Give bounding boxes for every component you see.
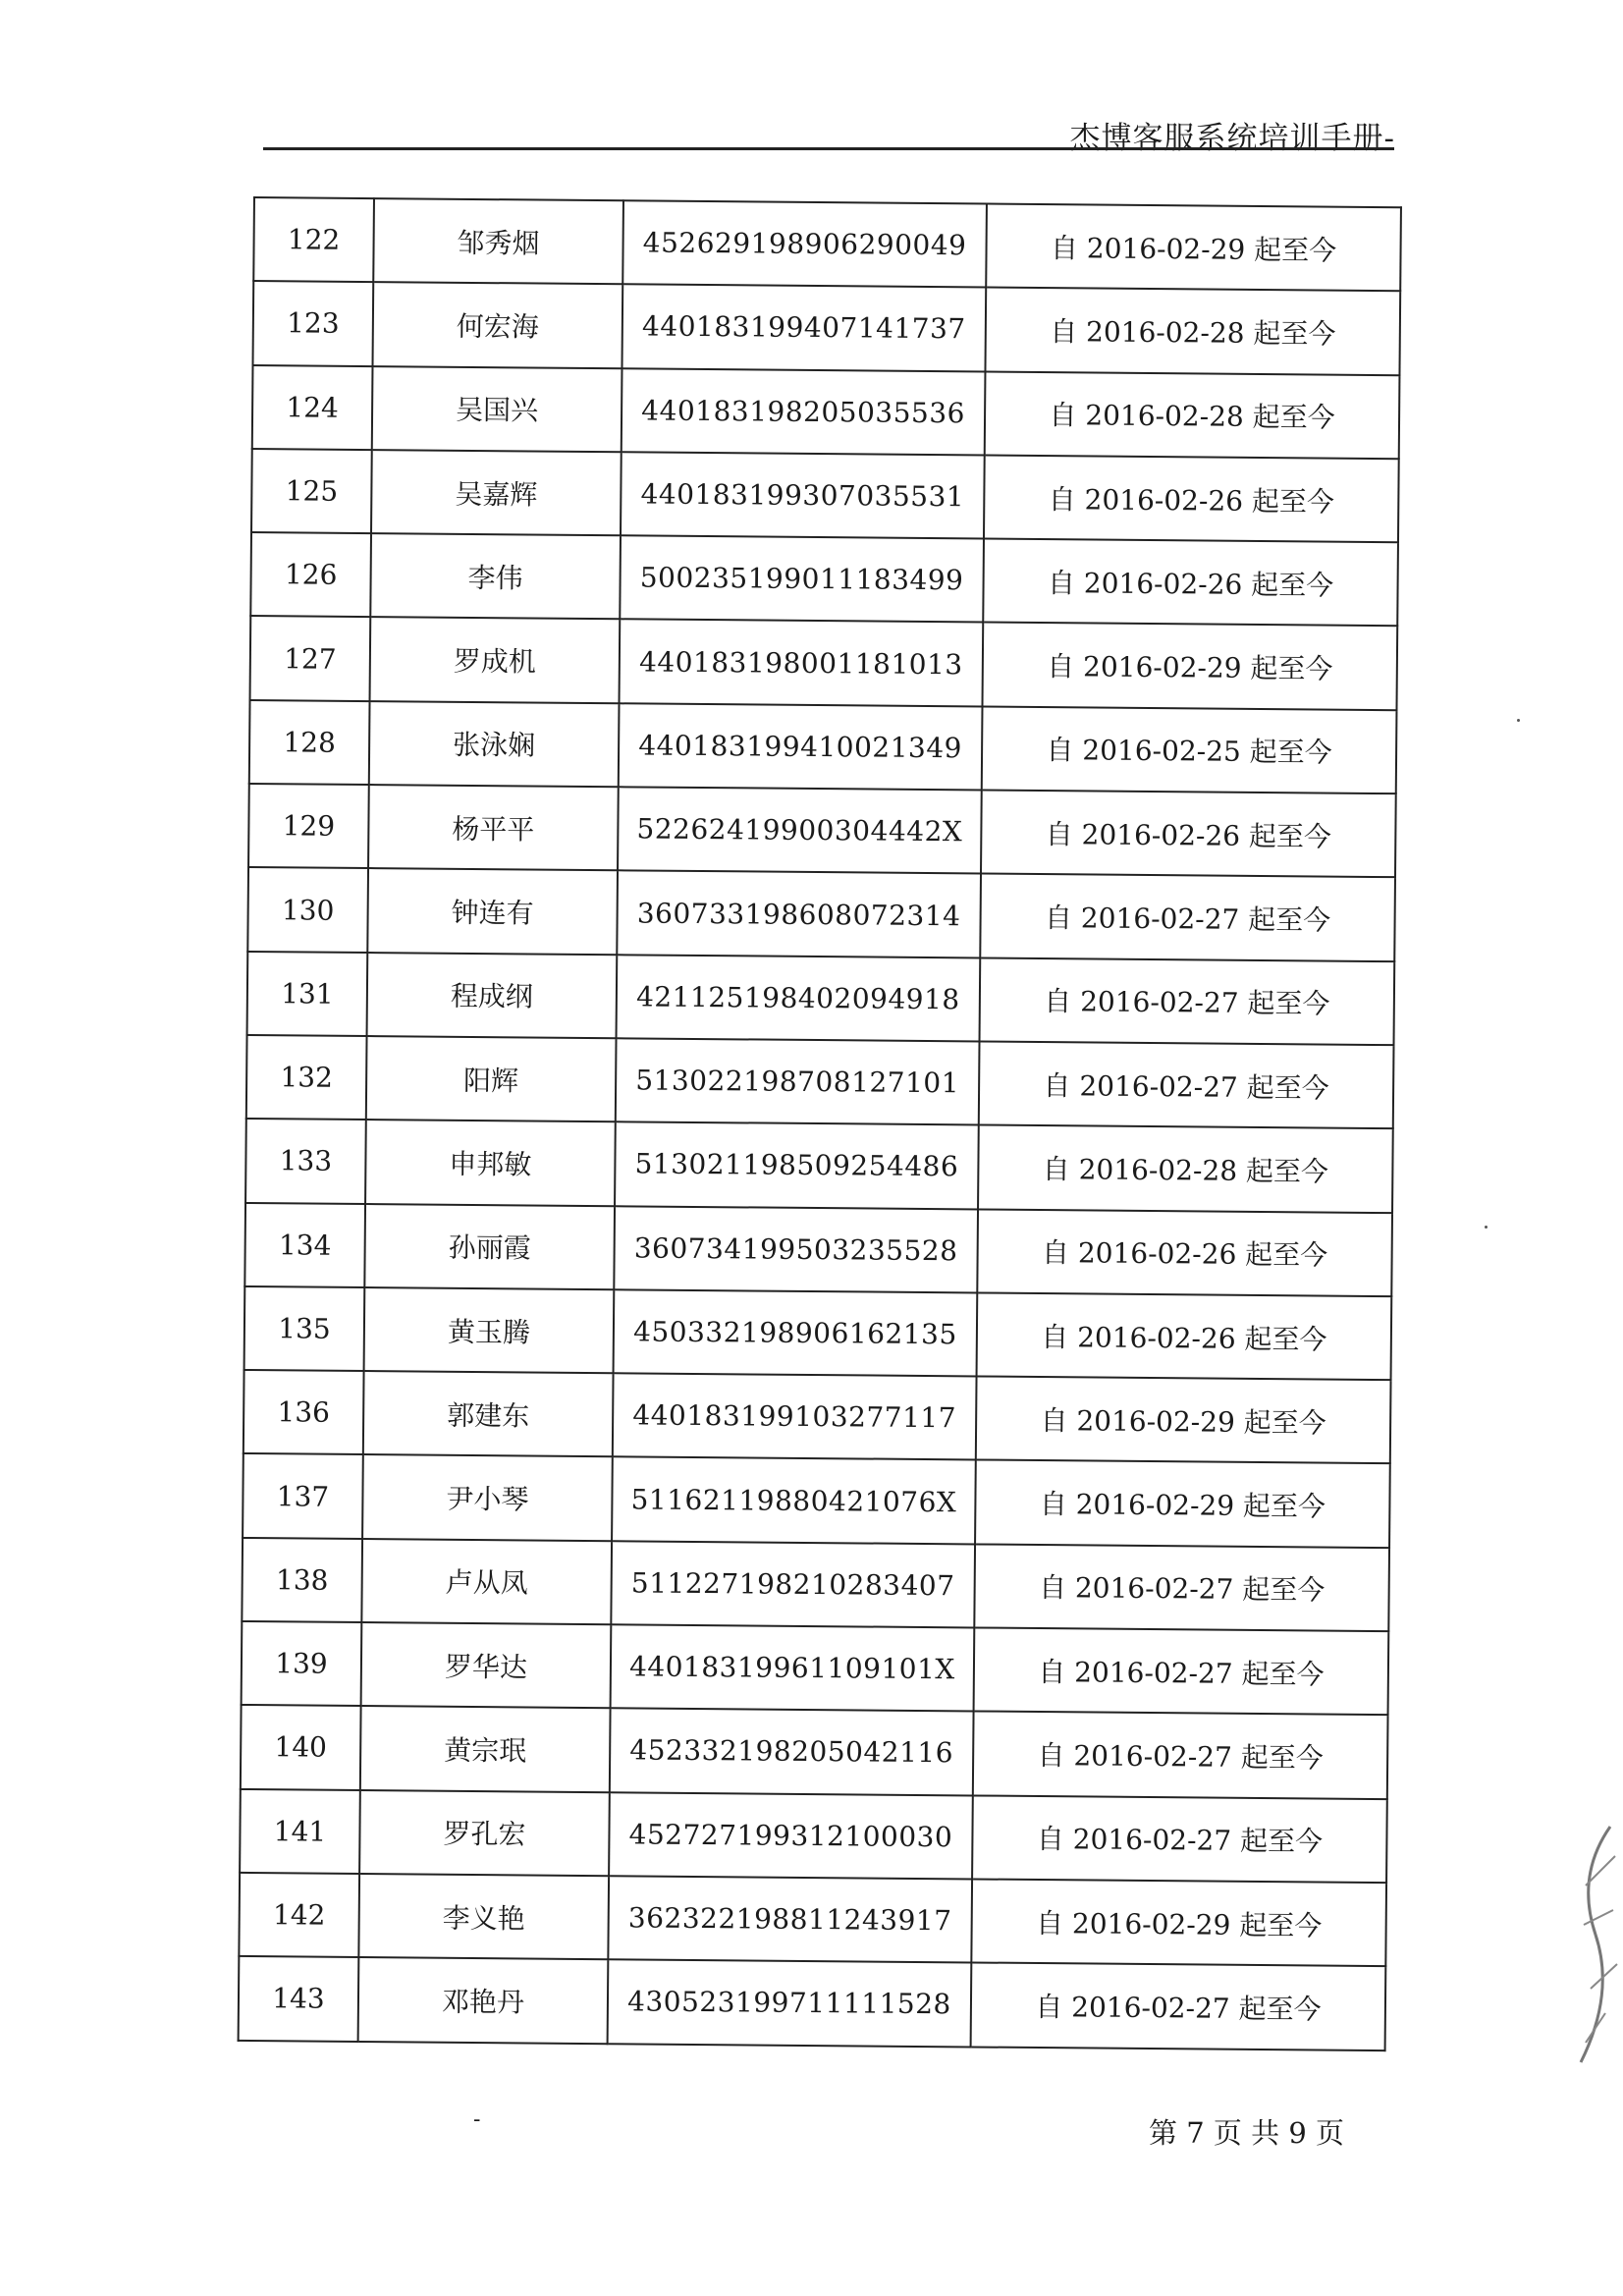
- employee-name: 邹秀烟: [373, 198, 623, 285]
- id-number: 440183198001181013: [620, 620, 984, 707]
- table-row: [241, 1705, 1388, 1798]
- row-number: 127: [250, 616, 371, 700]
- employment-period: 自 2016-02-27 起至今: [980, 957, 1395, 1045]
- employee-name: 张泳娴: [369, 701, 620, 788]
- row-number: 122: [253, 197, 374, 282]
- employment-period: 自 2016-02-27 起至今: [980, 874, 1395, 961]
- employment-period: 自 2016-02-28 起至今: [978, 1125, 1393, 1213]
- row-number: 130: [247, 867, 368, 952]
- table-row: [249, 700, 1397, 793]
- row-number: 133: [245, 1119, 366, 1203]
- table-row: [242, 1538, 1389, 1631]
- employment-period: 自 2016-02-26 起至今: [984, 455, 1399, 542]
- scan-speck: [1485, 1226, 1488, 1229]
- employment-period: 自 2016-02-28 起至今: [985, 288, 1400, 375]
- table-row: [244, 1286, 1392, 1380]
- roster-table: [238, 196, 1402, 2051]
- employee-name: 李伟: [370, 533, 621, 620]
- employment-period: 自 2016-02-27 起至今: [973, 1712, 1388, 1799]
- employee-name: 吴嘉辉: [371, 450, 622, 536]
- employee-name: 阳辉: [366, 1036, 617, 1122]
- id-number: 500235199011183499: [620, 535, 984, 623]
- employee-name: 罗成机: [370, 618, 621, 704]
- employee-name: 黄玉腾: [364, 1287, 615, 1374]
- employee-name: 程成纲: [367, 953, 618, 1039]
- footer-dash: -: [473, 2107, 481, 2132]
- employment-period: 自 2016-02-27 起至今: [971, 1963, 1386, 2050]
- row-number: 135: [244, 1286, 365, 1371]
- header-title: 杰博客服系统培训手册-: [1069, 121, 1395, 156]
- row-number: 139: [242, 1621, 362, 1706]
- employee-name: 何宏海: [372, 282, 622, 368]
- id-number: 51162119880421076X: [612, 1457, 976, 1545]
- id-number: 511227198210283407: [611, 1541, 975, 1628]
- table-row: [253, 281, 1401, 374]
- table-row: [253, 197, 1401, 291]
- id-number: 440183198205035536: [622, 368, 986, 456]
- employee-name: 尹小琴: [362, 1454, 613, 1541]
- row-number: 123: [253, 281, 374, 365]
- employee-name: 黄宗珉: [360, 1706, 611, 1792]
- id-number: 440183199103277117: [613, 1373, 977, 1460]
- id-number: 452727199312100030: [609, 1792, 973, 1880]
- employment-period: 自 2016-02-28 起至今: [985, 371, 1400, 459]
- id-number: 440183199410021349: [619, 703, 983, 791]
- table-row: [240, 1789, 1387, 1883]
- table-row: [243, 1453, 1390, 1547]
- id-number: 360734199503235528: [614, 1206, 978, 1293]
- table-row: [246, 1035, 1394, 1128]
- row-number: 125: [251, 449, 372, 533]
- row-number: 142: [239, 1873, 359, 1957]
- row-number: 131: [247, 952, 368, 1036]
- table-row: [250, 616, 1398, 709]
- row-number: 137: [243, 1453, 363, 1538]
- employment-period: 自 2016-02-29 起至今: [986, 204, 1401, 292]
- row-number: 141: [240, 1789, 360, 1874]
- table-row: [247, 867, 1395, 960]
- employment-period: 自 2016-02-29 起至今: [975, 1460, 1390, 1548]
- employment-period: 自 2016-02-29 起至今: [976, 1377, 1391, 1464]
- row-number: 143: [239, 1956, 359, 2041]
- employee-name: 李义艳: [358, 1874, 609, 1960]
- id-number: 513022198708127101: [616, 1038, 980, 1125]
- row-number: 136: [243, 1370, 364, 1454]
- employee-name: 罗孔宏: [359, 1790, 610, 1877]
- table-row: [248, 784, 1396, 877]
- row-number: 138: [242, 1538, 362, 1622]
- id-number: 421125198402094918: [617, 955, 981, 1042]
- id-number: 440183199307035531: [621, 452, 985, 539]
- employee-name: 邓艳丹: [358, 1957, 609, 2044]
- id-number: 450332198906162135: [614, 1289, 978, 1377]
- table-row: [250, 532, 1398, 626]
- stamp-mark: [1556, 1817, 1623, 2072]
- id-number: 44018319961109101X: [611, 1624, 975, 1712]
- row-number: 129: [248, 784, 369, 868]
- table-row: [245, 1119, 1393, 1212]
- employment-period: 自 2016-02-27 起至今: [979, 1041, 1394, 1128]
- id-number: 362322198811243917: [608, 1876, 972, 1963]
- employee-name: 钟连有: [367, 868, 618, 955]
- employee-name: 杨平平: [368, 785, 619, 871]
- employment-period: 自 2016-02-26 起至今: [977, 1292, 1392, 1380]
- table-row: [244, 1203, 1392, 1296]
- employment-period: 自 2016-02-27 起至今: [972, 1795, 1387, 1883]
- employee-name: 孙丽霞: [364, 1204, 615, 1290]
- id-number: 360733198608072314: [617, 871, 981, 958]
- table-row: [242, 1621, 1389, 1715]
- employment-period: 自 2016-02-26 起至今: [981, 791, 1396, 878]
- row-number: 134: [244, 1203, 365, 1287]
- table-row: [251, 449, 1399, 542]
- table-row: [239, 1873, 1386, 1966]
- row-number: 132: [246, 1035, 367, 1120]
- id-number: 452332198205042116: [610, 1709, 974, 1796]
- id-number: 513021198509254486: [615, 1122, 979, 1210]
- scan-speck: [1517, 719, 1520, 722]
- employee-name: 卢从凤: [361, 1539, 612, 1625]
- roster-table-body: [239, 197, 1401, 2050]
- header-rule: [263, 147, 1394, 150]
- employee-name: 吴国兴: [372, 366, 622, 453]
- employment-period: 自 2016-02-27 起至今: [974, 1544, 1389, 1631]
- row-number: 124: [252, 365, 373, 450]
- table-row: [252, 365, 1400, 459]
- employment-period: 自 2016-02-25 起至今: [982, 706, 1397, 793]
- id-number: 430523199711111528: [608, 1959, 972, 2047]
- id-number: 440183199407141737: [622, 285, 986, 372]
- employment-period: 自 2016-02-26 起至今: [977, 1209, 1392, 1296]
- row-number: 126: [250, 532, 371, 617]
- employee-name: 申邦敏: [365, 1120, 616, 1206]
- employment-period: 自 2016-02-29 起至今: [982, 623, 1397, 710]
- table-row: [247, 952, 1395, 1045]
- employment-period: 自 2016-02-26 起至今: [983, 539, 1398, 627]
- employee-name: 罗华达: [361, 1622, 612, 1709]
- table-row: [243, 1370, 1391, 1463]
- id-number: 452629198906290049: [622, 200, 987, 288]
- employee-name: 郭建东: [363, 1371, 614, 1457]
- employment-period: 自 2016-02-29 起至今: [971, 1879, 1386, 1966]
- table-row: [239, 1956, 1386, 2050]
- employment-period: 自 2016-02-27 起至今: [974, 1628, 1389, 1716]
- id-number: 52262419900304442X: [618, 787, 982, 874]
- row-number: 128: [249, 700, 370, 785]
- row-number: 140: [241, 1705, 361, 1789]
- page-number: 第 7 页 共 9 页: [1149, 2116, 1344, 2150]
